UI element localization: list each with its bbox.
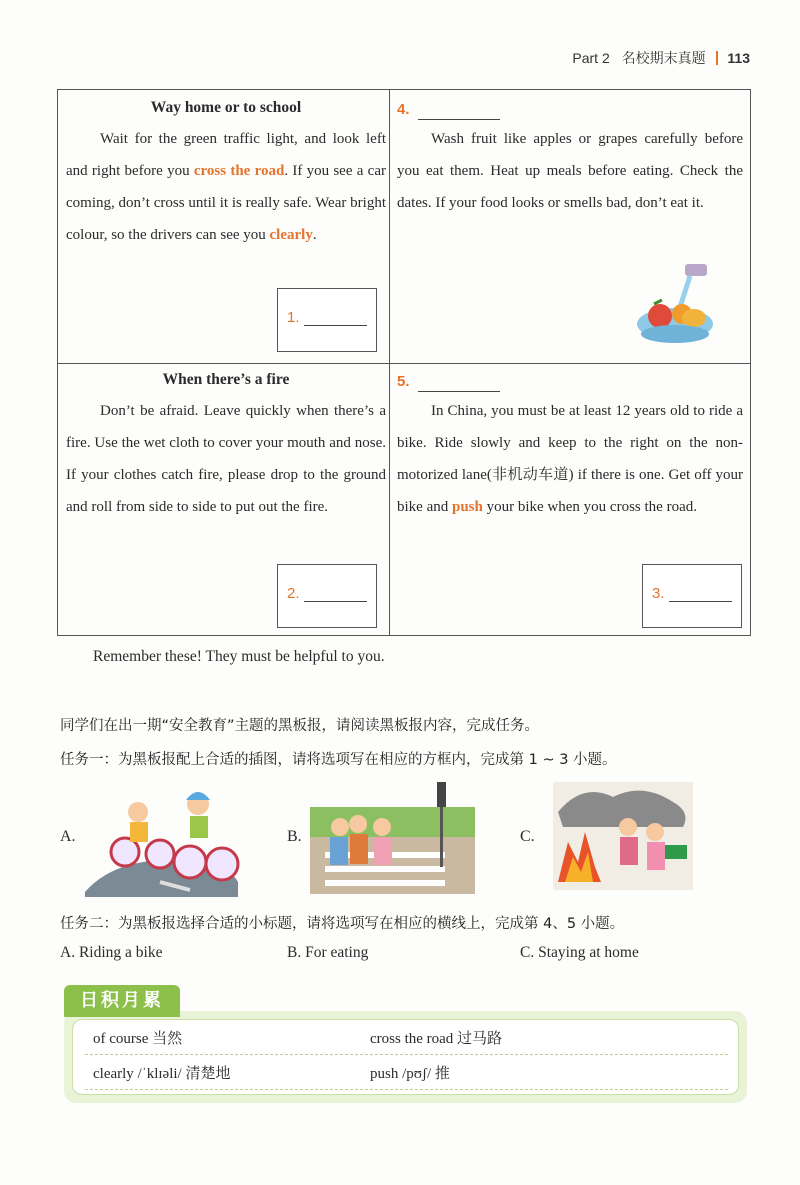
highlight-push: push — [451, 499, 483, 515]
instruction-task-1: 任务一：为黑板报配上合适的插图，请将选项写在相应的方框内，完成第 1 ~ 3 小题。 — [60, 752, 617, 768]
cell-fire — [66, 365, 386, 523]
highlight-clearly: clearly — [269, 227, 313, 243]
answer-box-1[interactable]: 1. — [277, 288, 377, 352]
apple-icon — [648, 304, 672, 328]
picture-c-fire-escape[interactable] — [553, 782, 693, 890]
cell-text: Don’t be afraid. Leave quickly when there’s a fire. Use the wet cloth to cover your mouth and nose. If your clothes catch fire, please drop to the ground and roll from side to side to put out the fire. — [66, 403, 386, 515]
section-label: 名校期末真题 — [621, 51, 706, 67]
closing-remark: Remember these! They must be helpful to you. — [93, 648, 385, 665]
grid-horizontal-divider — [58, 363, 750, 364]
cell-text: Wait for the green traffic light, and look left and right before you cross the road. If you see a car coming, don’t cross until it is really safe. Wear bright colour, so the drivers can see you clearly. — [66, 131, 386, 243]
exit-sign-icon — [665, 845, 687, 859]
picture-b-crossing[interactable] — [310, 782, 475, 894]
vocab-row — [85, 1024, 728, 1055]
part-label: Part 2 — [572, 50, 610, 66]
cell-text: Wash fruit like apples or grapes carefully before you eat them. Heat up meals before eating. Check the dates. If your food looks or smells bad, don’t eat it. — [397, 131, 743, 211]
traffic-light-icon — [437, 782, 446, 807]
vocab-item: of course 当然 — [93, 1031, 183, 1047]
option-a: A. Riding a bike — [60, 944, 163, 961]
tap-icon — [685, 264, 707, 276]
vocab-item: cross the road 过马路 — [370, 1031, 503, 1047]
instruction-intro: 同学们在出一期“安全教育”主题的黑板报，请阅读黑板报内容，完成任务。 — [60, 718, 540, 734]
vocab-title: 日积月累 — [64, 985, 180, 1017]
cell-bike — [397, 365, 743, 523]
answer-box-3[interactable]: 3. — [642, 564, 742, 628]
vocab-row — [85, 1059, 728, 1090]
cell-text: In China, you must be at least 12 years old to ride a bike. Ride slowly and keep to the right on the non-motorized lane(非机动车道) if there is one. Get off your bike and push your bike when you cross the road. — [397, 403, 743, 515]
cell-title: When there’s a fire — [162, 371, 290, 388]
fruit-bowl-illustration — [630, 262, 720, 347]
vocab-panel — [64, 1011, 747, 1103]
picture-b-label: B. — [287, 828, 302, 845]
highlight-cross-the-road: cross the road — [193, 163, 285, 179]
picture-a-label: A. — [60, 828, 76, 845]
vocab-item: clearly /ˈklɪəli/ 清楚地 — [93, 1066, 231, 1082]
page-header — [572, 48, 750, 68]
option-c: C. Staying at home — [520, 944, 639, 961]
option-b: B. For eating — [287, 944, 369, 961]
blank-5[interactable]: 5. — [397, 365, 743, 395]
cell-food — [397, 93, 743, 219]
vocabulary-box — [64, 985, 747, 1107]
vocab-item: push /pʊʃ/ 推 — [370, 1066, 450, 1082]
picture-a-bike-riders[interactable] — [80, 782, 240, 897]
picture-c-label: C. — [520, 828, 535, 845]
answer-box-2[interactable]: 2. — [277, 564, 377, 628]
instruction-task-2: 任务二：为黑板报选择合适的小标题，请将选项写在相应的横线上，完成第 4、5 小题。 — [60, 916, 625, 932]
cell-title: Way home or to school — [150, 99, 302, 116]
blank-4[interactable]: 4. — [397, 93, 743, 123]
cell-way-home — [66, 93, 386, 251]
header-divider — [716, 51, 718, 65]
page-number: 113 — [727, 50, 750, 66]
